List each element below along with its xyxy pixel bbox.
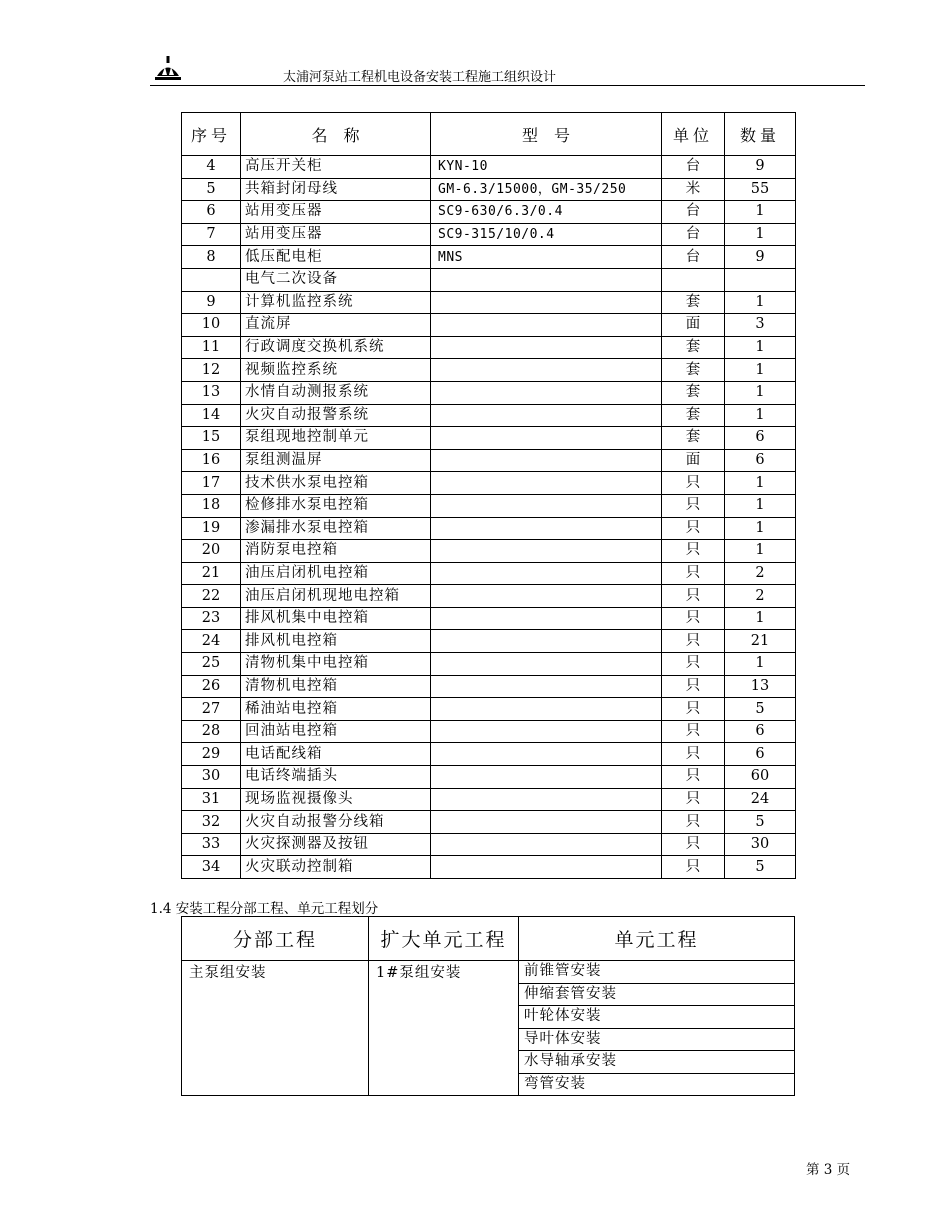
- row-model: [431, 585, 662, 608]
- row-qty: 55: [725, 178, 796, 201]
- row-unit: 只: [662, 630, 725, 653]
- row-name: 油压启闭机现地电控箱: [241, 585, 431, 608]
- row-unit: 套: [662, 291, 725, 314]
- equipment-table: [181, 112, 796, 879]
- unit-project-cell: 叶轮体安装: [519, 1006, 795, 1029]
- row-unit: 套: [662, 359, 725, 382]
- table-row: [182, 630, 796, 653]
- row-number: 6: [182, 201, 241, 224]
- table-row: [182, 653, 796, 676]
- row-model: [431, 494, 662, 517]
- row-number: 25: [182, 653, 241, 676]
- row-name: 共箱封闭母线: [241, 178, 431, 201]
- table-row: [182, 336, 796, 359]
- table-row: [182, 472, 796, 495]
- unit-project-cell: 水导轴承安装: [519, 1051, 795, 1074]
- row-qty: 1: [725, 494, 796, 517]
- table-row: [182, 766, 796, 789]
- column-header-unit-project: 单元工程: [519, 917, 795, 961]
- row-unit: 只: [662, 833, 725, 856]
- table-row: [182, 156, 796, 179]
- header-divider: [150, 85, 865, 86]
- row-qty: 1: [725, 607, 796, 630]
- row-name: 清物机集中电控箱: [241, 653, 431, 676]
- row-name: 火灾探测器及按钮: [241, 833, 431, 856]
- unit-project-cell: 弯管安装: [519, 1073, 795, 1096]
- row-unit: 台: [662, 223, 725, 246]
- row-name: 直流屏: [241, 314, 431, 337]
- row-model: GM-6.3/15000，GM-35/250: [431, 178, 662, 201]
- row-unit: 只: [662, 788, 725, 811]
- equipment-table-header: [182, 113, 796, 156]
- row-unit: 只: [662, 517, 725, 540]
- document-header-title: 太浦河泵站工程机电设备安装工程施工组织设计: [283, 70, 557, 85]
- row-number: 19: [182, 517, 241, 540]
- row-model: [431, 811, 662, 834]
- row-number: 28: [182, 720, 241, 743]
- row-qty: 2: [725, 585, 796, 608]
- row-name: 排风机集中电控箱: [241, 607, 431, 630]
- row-unit: 面: [662, 449, 725, 472]
- row-number: 8: [182, 246, 241, 269]
- column-header-name: 名 称: [241, 113, 431, 156]
- row-model: [431, 314, 662, 337]
- row-qty: 21: [725, 630, 796, 653]
- row-qty: 1: [725, 540, 796, 563]
- row-name: 清物机电控箱: [241, 675, 431, 698]
- row-name: 排风机电控箱: [241, 630, 431, 653]
- extended-unit-cell: 1#泵组安装: [369, 961, 519, 1096]
- row-name: 火灾自动报警分线箱: [241, 811, 431, 834]
- column-header-model: 型 号: [431, 113, 662, 156]
- division-table-header: [182, 917, 795, 961]
- table-row: [182, 607, 796, 630]
- row-number: 17: [182, 472, 241, 495]
- row-number: 33: [182, 833, 241, 856]
- row-number: 18: [182, 494, 241, 517]
- row-unit: [662, 268, 725, 291]
- row-name: 油压启闭机电控箱: [241, 562, 431, 585]
- table-row: [182, 178, 796, 201]
- row-name: 消防泵电控箱: [241, 540, 431, 563]
- table-row: [182, 427, 796, 450]
- row-unit: 套: [662, 404, 725, 427]
- row-model: [431, 766, 662, 789]
- row-number: 23: [182, 607, 241, 630]
- table-row: [182, 675, 796, 698]
- row-unit: 只: [662, 494, 725, 517]
- row-number: 20: [182, 540, 241, 563]
- division-cell: 主泵组安装: [182, 961, 369, 1096]
- table-row: [182, 201, 796, 224]
- row-unit: 只: [662, 720, 725, 743]
- row-model: KYN-10: [431, 156, 662, 179]
- row-model: [431, 788, 662, 811]
- table-row: [182, 562, 796, 585]
- row-unit: 只: [662, 743, 725, 766]
- row-unit: 面: [662, 314, 725, 337]
- row-unit: 只: [662, 856, 725, 879]
- row-model: [431, 336, 662, 359]
- row-model: [431, 268, 662, 291]
- row-number: 10: [182, 314, 241, 337]
- row-unit: 只: [662, 585, 725, 608]
- row-unit: 套: [662, 427, 725, 450]
- row-model: SC9-630/6.3/0.4: [431, 201, 662, 224]
- table-row: [182, 404, 796, 427]
- row-number: 4: [182, 156, 241, 179]
- table-row: [182, 359, 796, 382]
- row-model: [431, 517, 662, 540]
- row-qty: 13: [725, 675, 796, 698]
- row-model: [431, 427, 662, 450]
- row-qty: 6: [725, 720, 796, 743]
- row-number: 12: [182, 359, 241, 382]
- row-name: 稀油站电控箱: [241, 698, 431, 721]
- row-name: 行政调度交换机系统: [241, 336, 431, 359]
- row-model: [431, 675, 662, 698]
- row-model: [431, 630, 662, 653]
- row-model: [431, 720, 662, 743]
- row-number: 15: [182, 427, 241, 450]
- row-unit: 只: [662, 562, 725, 585]
- row-number: 32: [182, 811, 241, 834]
- table-row: [182, 494, 796, 517]
- row-number: 22: [182, 585, 241, 608]
- row-qty: 1: [725, 381, 796, 404]
- page-number: 第 3 页: [806, 1162, 851, 1178]
- row-number: [182, 268, 241, 291]
- table-row: [182, 246, 796, 269]
- row-qty: 3: [725, 314, 796, 337]
- row-qty: 9: [725, 156, 796, 179]
- table-row: [182, 291, 796, 314]
- row-number: 7: [182, 223, 241, 246]
- row-name: 电气二次设备: [241, 268, 431, 291]
- row-model: MNS: [431, 246, 662, 269]
- row-name: 视频监控系统: [241, 359, 431, 382]
- row-model: [431, 472, 662, 495]
- row-unit: 只: [662, 811, 725, 834]
- row-qty: 2: [725, 562, 796, 585]
- unit-project-cell: 前锥管安装: [519, 961, 795, 984]
- row-unit: 只: [662, 698, 725, 721]
- row-unit: 只: [662, 766, 725, 789]
- unit-project-cell: 伸缩套管安装: [519, 983, 795, 1006]
- row-qty: 24: [725, 788, 796, 811]
- table-row: [182, 449, 796, 472]
- row-unit: 套: [662, 381, 725, 404]
- row-name: 回油站电控箱: [241, 720, 431, 743]
- table-row: [182, 585, 796, 608]
- division-table: [181, 916, 795, 1096]
- row-unit: 台: [662, 201, 725, 224]
- row-qty: 6: [725, 449, 796, 472]
- row-number: 30: [182, 766, 241, 789]
- section-heading: 1.4 安装工程分部工程、单元工程划分: [150, 901, 379, 917]
- row-name: 火灾自动报警系统: [241, 404, 431, 427]
- row-unit: 只: [662, 607, 725, 630]
- row-qty: [725, 268, 796, 291]
- table-row: [182, 961, 795, 984]
- row-qty: 5: [725, 811, 796, 834]
- row-name: 站用变压器: [241, 223, 431, 246]
- row-model: [431, 607, 662, 630]
- column-header-no: 序号: [182, 113, 241, 156]
- row-name: 站用变压器: [241, 201, 431, 224]
- row-name: 水情自动测报系统: [241, 381, 431, 404]
- row-qty: 6: [725, 743, 796, 766]
- row-qty: 1: [725, 359, 796, 382]
- row-number: 13: [182, 381, 241, 404]
- row-name: 技术供水泵电控箱: [241, 472, 431, 495]
- row-model: [431, 698, 662, 721]
- row-model: [431, 381, 662, 404]
- row-name: 检修排水泵电控箱: [241, 494, 431, 517]
- table-row: [182, 833, 796, 856]
- table-row: [182, 720, 796, 743]
- row-qty: 6: [725, 427, 796, 450]
- row-name: 现场监视摄像头: [241, 788, 431, 811]
- row-model: [431, 404, 662, 427]
- table-row: [182, 381, 796, 404]
- row-model: [431, 359, 662, 382]
- column-header-division: 分部工程: [182, 917, 369, 961]
- company-logo: [153, 55, 183, 81]
- row-name: 渗漏排水泵电控箱: [241, 517, 431, 540]
- row-name: 电话终端插头: [241, 766, 431, 789]
- row-model: [431, 653, 662, 676]
- row-unit: 米: [662, 178, 725, 201]
- row-model: [431, 743, 662, 766]
- row-number: 11: [182, 336, 241, 359]
- row-qty: 1: [725, 517, 796, 540]
- row-name: 火灾联动控制箱: [241, 856, 431, 879]
- row-unit: 只: [662, 472, 725, 495]
- row-number: 27: [182, 698, 241, 721]
- table-row: [182, 788, 796, 811]
- row-qty: 1: [725, 291, 796, 314]
- row-unit: 台: [662, 156, 725, 179]
- row-name: 计算机监控系统: [241, 291, 431, 314]
- row-qty: 5: [725, 856, 796, 879]
- row-qty: 5: [725, 698, 796, 721]
- row-model: [431, 540, 662, 563]
- row-model: [431, 291, 662, 314]
- row-model: [431, 449, 662, 472]
- row-name: 泵组现地控制单元: [241, 427, 431, 450]
- table-row: [182, 540, 796, 563]
- row-number: 29: [182, 743, 241, 766]
- row-unit: 只: [662, 675, 725, 698]
- row-name: 高压开关柜: [241, 156, 431, 179]
- row-model: SC9-315/10/0.4: [431, 223, 662, 246]
- row-qty: 1: [725, 201, 796, 224]
- row-number: 16: [182, 449, 241, 472]
- table-row: [182, 314, 796, 337]
- row-number: 5: [182, 178, 241, 201]
- row-qty: 30: [725, 833, 796, 856]
- table-row: [182, 268, 796, 291]
- row-number: 34: [182, 856, 241, 879]
- row-qty: 1: [725, 336, 796, 359]
- table-row: [182, 856, 796, 879]
- row-qty: 9: [725, 246, 796, 269]
- table-row: [182, 698, 796, 721]
- row-qty: 60: [725, 766, 796, 789]
- row-number: 26: [182, 675, 241, 698]
- table-row: [182, 811, 796, 834]
- row-unit: 只: [662, 653, 725, 676]
- row-qty: 1: [725, 653, 796, 676]
- table-row: [182, 743, 796, 766]
- row-unit: 台: [662, 246, 725, 269]
- row-model: [431, 562, 662, 585]
- row-number: 21: [182, 562, 241, 585]
- table-row: [182, 517, 796, 540]
- column-header-unit: 单位: [662, 113, 725, 156]
- unit-project-cell: 导叶体安装: [519, 1028, 795, 1051]
- table-row: [182, 223, 796, 246]
- row-name: 泵组测温屏: [241, 449, 431, 472]
- row-qty: 1: [725, 472, 796, 495]
- row-number: 14: [182, 404, 241, 427]
- row-number: 9: [182, 291, 241, 314]
- row-name: 电话配线箱: [241, 743, 431, 766]
- row-model: [431, 856, 662, 879]
- row-qty: 1: [725, 223, 796, 246]
- column-header-qty: 数量: [725, 113, 796, 156]
- row-qty: 1: [725, 404, 796, 427]
- row-unit: 套: [662, 336, 725, 359]
- row-name: 低压配电柜: [241, 246, 431, 269]
- column-header-extended-unit: 扩大单元工程: [369, 917, 519, 961]
- row-number: 31: [182, 788, 241, 811]
- row-unit: 只: [662, 540, 725, 563]
- row-number: 24: [182, 630, 241, 653]
- row-model: [431, 833, 662, 856]
